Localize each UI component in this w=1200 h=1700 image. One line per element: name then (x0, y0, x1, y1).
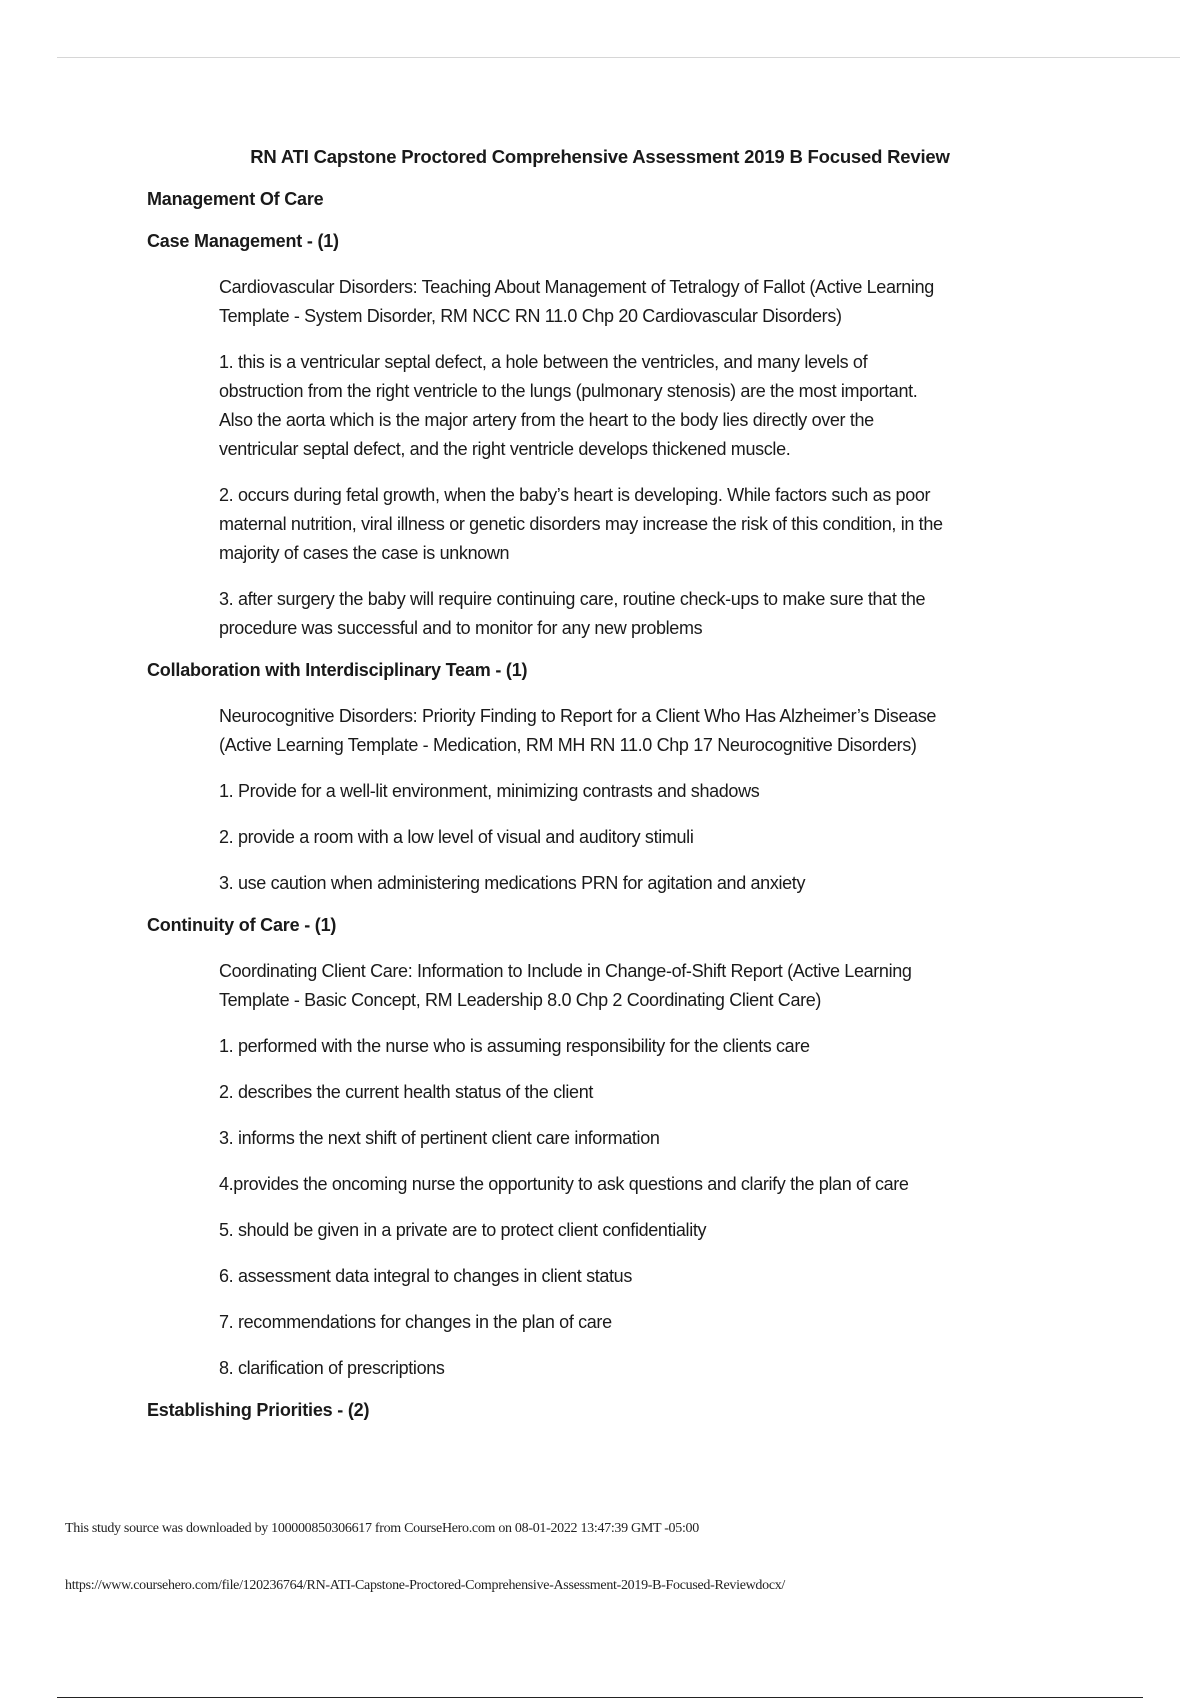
paragraph (219, 585, 1200, 643)
paragraph (219, 1170, 1200, 1199)
source-url[interactable]: https://www.coursehero.com/file/120236764/RN-ATI-Capstone-Proctored-Comprehensive-Assessment-2019-B-Focused-Reviewdocx/ (65, 1578, 786, 1593)
paragraph (219, 1308, 1200, 1337)
paragraph-line: 5. should be given in a private are to protect client confidentiality (219, 1220, 707, 1240)
paragraph (219, 869, 1200, 898)
paragraph (219, 823, 1200, 852)
paragraph-line: maternal nutrition, viral illness or genetic disorders may increase the risk of this condition, in the (219, 514, 943, 534)
section-heading: Continuity of Care - (1) (147, 915, 337, 935)
paragraph-line: 1. performed with the nurse who is assuming responsibility for the clients care (219, 1036, 810, 1056)
paragraph-line: 1. Provide for a well-lit environment, minimizing contrasts and shadows (219, 781, 760, 801)
paragraph (219, 1032, 1200, 1061)
paragraph-line: Template - System Disorder, RM NCC RN 11.0 Chp 20 Cardiovascular Disorders) (219, 306, 842, 326)
paragraph-line: majority of cases the case is unknown (219, 543, 510, 563)
paragraph-line: 3. informs the next shift of pertinent client care information (219, 1128, 660, 1148)
paragraph (219, 1354, 1200, 1383)
paragraph (219, 1124, 1200, 1153)
section-heading: Establishing Priorities - (2) (147, 1400, 370, 1420)
paragraph-line: 7. recommendations for changes in the plan of care (219, 1312, 612, 1332)
paragraph-line: obstruction from the right ventricle to the lungs (pulmonary stenosis) are the most important. (219, 381, 918, 401)
paragraph-line: 2. occurs during fetal growth, when the baby’s heart is developing. While factors such as poor (219, 485, 931, 505)
paragraph-line: ventricular septal defect, and the right ventricle develops thickened muscle. (219, 439, 791, 459)
paragraph-line: 2. provide a room with a low level of visual and auditory stimuli (219, 827, 694, 847)
paragraph-line: 2. describes the current health status of the client (219, 1082, 594, 1102)
paragraph-line: (Active Learning Template - Medication, RM MH RN 11.0 Chp 17 Neurocognitive Disorders) (219, 735, 917, 755)
paragraph-line: Template - Basic Concept, RM Leadership 8.0 Chp 2 Coordinating Client Care) (219, 990, 822, 1010)
paragraph (219, 1078, 1200, 1107)
download-note: This study source was downloaded by 100000850306617 from CourseHero.com on 08-01-2022 13:47:39 GMT -05:00 (65, 1521, 699, 1536)
paragraph (219, 273, 1200, 331)
paragraph-line: 4.provides the oncoming nurse the opportunity to ask questions and clarify the plan of care (219, 1174, 909, 1194)
section-heading: Collaboration with Interdisciplinary Team - (1) (147, 660, 528, 680)
paragraph-line: Coordinating Client Care: Information to Include in Change-of-Shift Report (Active Learning (219, 961, 912, 981)
paragraph (219, 1262, 1200, 1291)
paragraph-line: 3. use caution when administering medications PRN for agitation and anxiety (219, 873, 806, 893)
document-title: RN ATI Capstone Proctored Comprehensive Assessment 2019 B Focused Review (250, 146, 950, 167)
page-top-divider (57, 57, 1180, 58)
paragraph-line: 8. clarification of prescriptions (219, 1358, 445, 1378)
paragraph (219, 702, 1200, 760)
page-bottom-divider (57, 1697, 1143, 1698)
paragraph (219, 957, 1200, 1015)
section-heading: Management Of Care (147, 189, 324, 209)
paragraph-line: Neurocognitive Disorders: Priority Finding to Report for a Client Who Has Alzheimer’s Disease (219, 706, 937, 726)
paragraph-line: 1. this is a ventricular septal defect, a hole between the ventricles, and many levels of (219, 352, 868, 372)
paragraph (219, 481, 1200, 568)
paragraph (219, 1216, 1200, 1245)
document-sections (0, 189, 1200, 1421)
paragraph (219, 777, 1200, 806)
document-body (0, 146, 1200, 1442)
paragraph-line: procedure was successful and to monitor for any new problems (219, 618, 703, 638)
paragraph (219, 348, 1200, 464)
paragraph-line: 3. after surgery the baby will require continuing care, routine check-ups to make sure that the (219, 589, 926, 609)
section-heading: Case Management - (1) (147, 231, 339, 251)
paragraph-line: Cardiovascular Disorders: Teaching About Management of Tetralogy of Fallot (Active Learning (219, 277, 934, 297)
paragraph-line: 6. assessment data integral to changes in client status (219, 1266, 632, 1286)
paragraph-line: Also the aorta which is the major artery from the heart to the body lies directly over the (219, 410, 874, 430)
